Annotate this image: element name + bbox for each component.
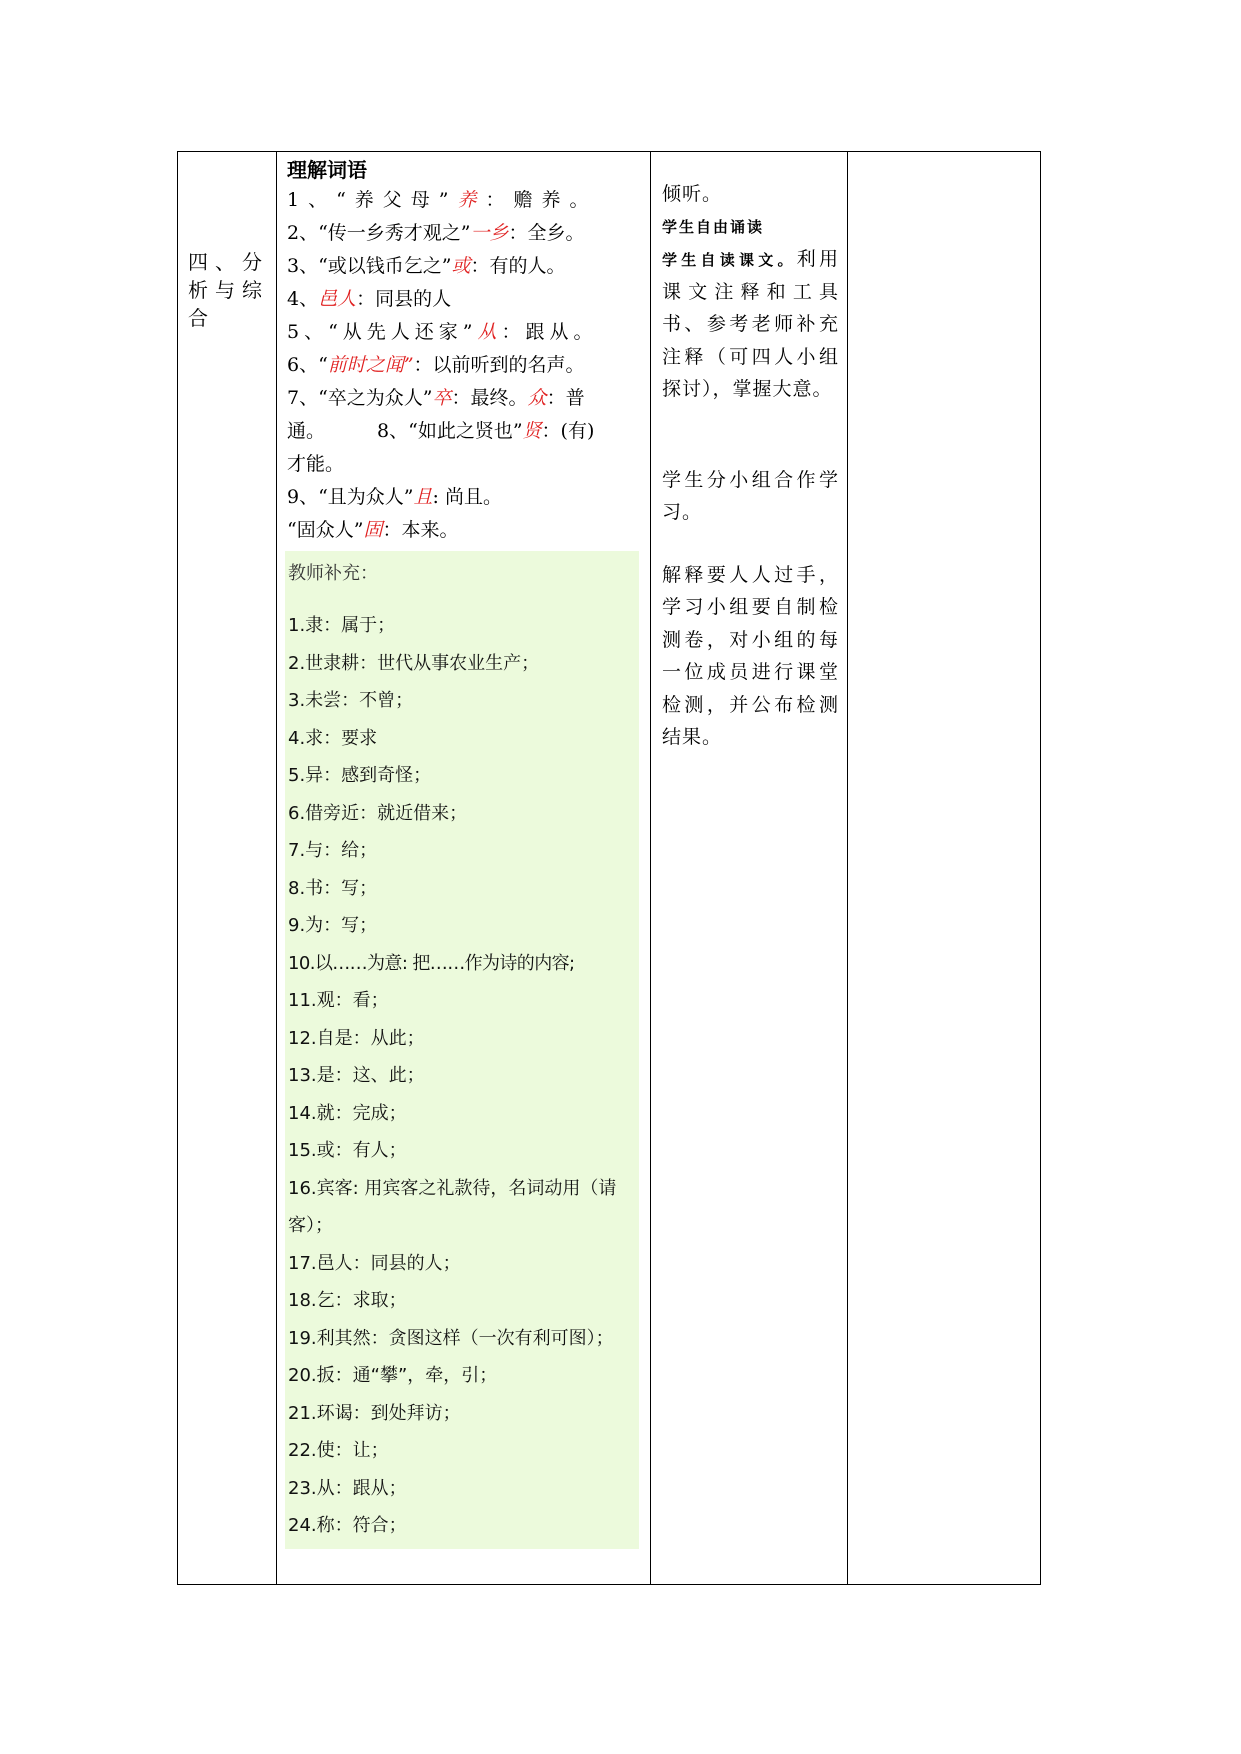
list-item: 6.借旁近：就近借来； [288,802,468,824]
vocab-line: 9、“且为众人”且: 尚且。 [287,486,502,508]
list-item: 8.书：写； [288,877,378,899]
section-title: 四、分析与综合 [188,250,268,330]
vocab-line: 7、“卒之为众人”卒：最终。众：普 [287,387,585,409]
list-item: 18.乞：求取； [288,1290,407,1311]
list-item: 2.世隶耕：世代从事农业生产； [288,652,540,674]
vocab-line: 5、“从先人还家”从：跟从。 [287,321,598,343]
content-cell [277,152,651,1585]
list-item: 17.邑人：同县的人； [288,1252,461,1274]
vocab-line: “固众人”固：本来。 [287,519,459,541]
vocab-line: 通。 8、“如此之贤也”贤：(有) [287,420,595,442]
vocab-line: 才能。 [287,453,345,475]
activity-text: 学生自读课文。利用课文注释和工具书、参考老师补充注释（可四人小组探讨），掌握大意。 [662,247,839,400]
activity-text: 倾听。 [662,183,723,205]
lesson-plan-table [177,151,1041,1585]
list-item: 12.自是：从此； [288,1027,425,1049]
vocab-line: 6、“前时之闻”：以前听到的名声。 [287,354,585,376]
activity-cell [651,152,848,1585]
list-item: 1.隶：属于； [288,615,396,636]
list-item: 3.未尝：不曾； [288,690,414,711]
activity-text: 解释要人人过手，学习小组要自制检测卷，对小组的每一位成员进行课堂检测，并公布检测结果。 [662,563,839,748]
activity-bold: 学生自由诵读 [662,217,765,236]
content-heading: 理解词语 [287,158,367,182]
list-item: 10.以……为意: 把……作为诗的内容; [288,952,575,974]
list-item: 11.观：看； [288,990,389,1011]
list-item: 21.环谒：到处拜访； [288,1402,461,1424]
vocab-line: 2、“传一乡秀才观之”一乡：全乡。 [287,222,585,244]
vocab-line: 3、“或以钱币乞之”或：有的人。 [287,255,566,277]
vocab-line: 1、“养父母”养：赡养。 [287,189,598,211]
list-item: 7.与：给； [288,840,378,861]
vocab-line: 4、邑人：同县的人 [287,288,452,310]
section-cell [178,152,277,1585]
list-item: 16.宾客: 用宾客之礼款待，名词动用（请客）； [288,1177,617,1236]
list-item: 13.是：这、此； [288,1065,425,1086]
notes-cell [848,152,1041,1585]
list-item: 5.异：感到奇怪； [288,765,432,786]
list-item: 9.为：写； [288,915,378,936]
teacher-supplement [285,551,639,1549]
list-item: 23.从：跟从； [288,1477,407,1499]
list-item: 14.就：完成； [288,1102,407,1124]
supplement-heading: 教师补充： [288,563,378,584]
list-item: 24.称：符合； [288,1515,407,1536]
list-item: 19.利其然：贪图这样（一次有利可图）； [288,1327,614,1349]
list-item: 20.扳：通“攀”，牵，引； [288,1365,498,1386]
table-row [178,152,1041,1585]
list-item: 22.使：让； [288,1440,389,1461]
list-item: 15.或：有人； [288,1140,407,1161]
list-item: 4.求：要求 [288,727,378,749]
activity-text: 学生分小组合作学习。 [662,468,839,523]
